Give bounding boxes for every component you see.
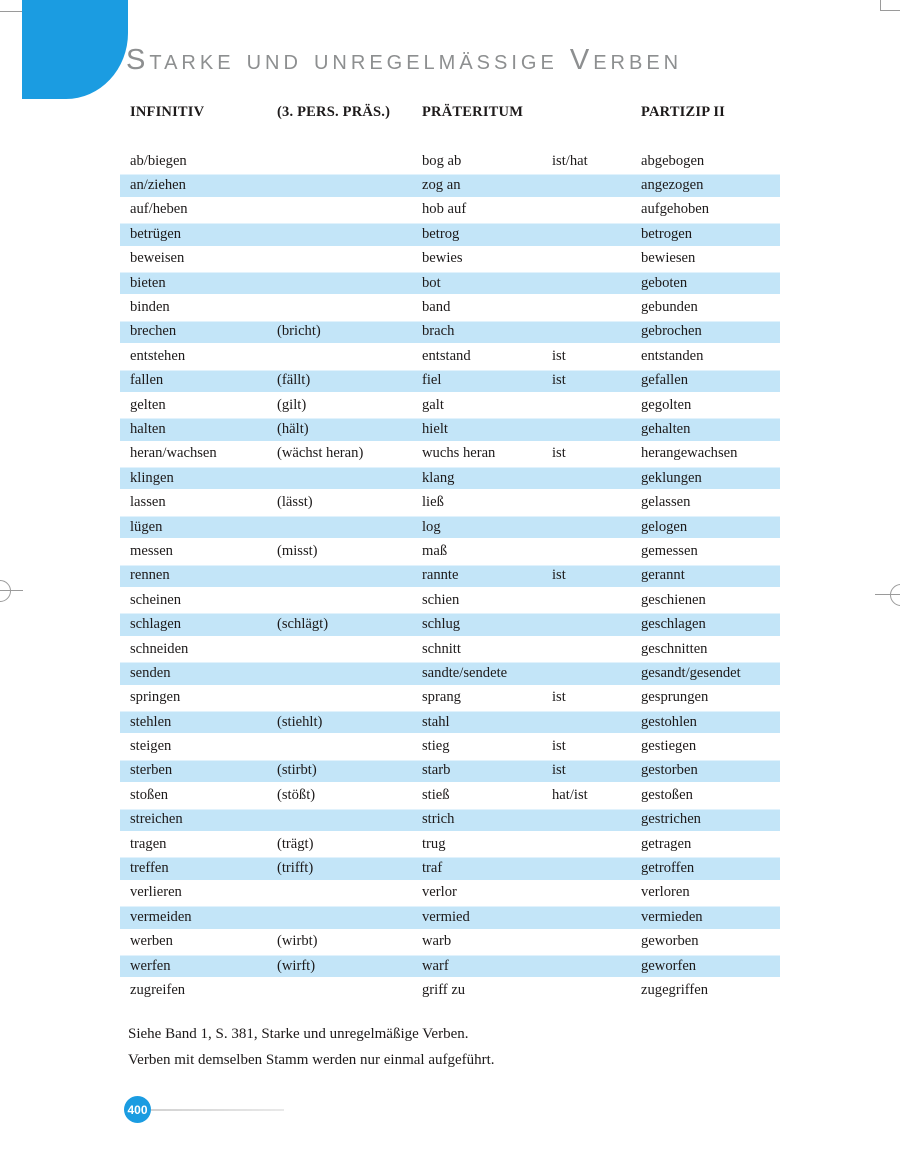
cell-praeteritum: stieß (422, 786, 450, 803)
verb-row (120, 222, 780, 246)
cell-infinitiv: gelten (130, 396, 166, 413)
cell-praeteritum: hob auf (422, 201, 467, 218)
cell-praeteritum: schien (422, 591, 460, 608)
registration-mark-left-line (0, 590, 23, 591)
crop-mark-top-left (0, 11, 22, 12)
verb-row (120, 295, 780, 319)
cell-infinitiv: schlagen (130, 616, 182, 633)
cell-praeteritum: trug (422, 835, 446, 852)
cell-partizip: gesandt/gesendet (641, 664, 741, 681)
cell-partizip: vermieden (641, 908, 703, 925)
cell-praeteritum: band (422, 299, 451, 316)
cell-praeteritum: hielt (422, 420, 448, 437)
verb-row (120, 588, 780, 612)
verb-row (120, 198, 780, 222)
cell-infinitiv: klingen (130, 469, 174, 486)
cell-partizip: gelassen (641, 494, 691, 511)
cell-infinitiv: tragen (130, 835, 167, 852)
cell-infinitiv: bieten (130, 274, 166, 291)
cell-aux: ist (552, 445, 566, 462)
cell-praesens: (bricht) (277, 323, 321, 340)
cell-infinitiv: stoßen (130, 786, 169, 803)
cell-partizip: geschienen (641, 591, 706, 608)
verb-row (120, 271, 780, 295)
cell-infinitiv: scheinen (130, 591, 182, 608)
verb-row (120, 417, 780, 441)
verb-row (120, 686, 780, 710)
verb-row (120, 881, 780, 905)
verb-row (120, 856, 780, 880)
cell-partizip: gehalten (641, 420, 691, 437)
cell-infinitiv: schneiden (130, 640, 189, 657)
cell-infinitiv: an/ziehen (130, 177, 186, 194)
verb-row (120, 710, 780, 734)
cell-praeteritum: schlug (422, 616, 461, 633)
cell-infinitiv: auf/heben (130, 201, 188, 218)
cell-partizip: geklungen (641, 469, 702, 486)
verb-row (120, 808, 780, 832)
cell-praeteritum: strich (422, 811, 455, 828)
cell-praesens: (wirft) (277, 957, 316, 974)
cell-praesens: (stiehlt) (277, 713, 323, 730)
cell-partizip: gelogen (641, 518, 688, 535)
registration-mark-right (890, 584, 900, 606)
page-title: Starke und unregelmässige Verben (126, 44, 683, 76)
verb-row (120, 832, 780, 856)
cell-infinitiv: betrügen (130, 225, 182, 242)
cell-partizip: gesprungen (641, 689, 709, 706)
cell-praesens: (misst) (277, 542, 318, 559)
cell-infinitiv: streichen (130, 811, 183, 828)
cell-praeteritum: klang (422, 469, 455, 486)
cell-infinitiv: senden (130, 664, 171, 681)
cell-aux: ist/hat (552, 152, 588, 169)
cell-partizip: gestiegen (641, 738, 697, 755)
cell-aux: ist (552, 738, 566, 755)
cell-partizip: geworfen (641, 957, 697, 974)
verb-row (120, 173, 780, 197)
cell-infinitiv: werben (130, 933, 173, 950)
cell-praeteritum: bewies (422, 250, 463, 267)
cell-praesens: (trifft) (277, 860, 314, 877)
table-header-row (120, 101, 780, 123)
cell-praeteritum: vermied (422, 908, 470, 925)
cell-infinitiv: stehlen (130, 713, 172, 730)
verb-row (120, 954, 780, 978)
verb-row (120, 978, 780, 1002)
cell-partizip: geschlagen (641, 616, 706, 633)
cell-praeteritum: betrog (422, 225, 460, 242)
cell-aux: ist (552, 689, 566, 706)
verb-row (120, 905, 780, 929)
cell-praesens: (fällt) (277, 372, 311, 389)
cell-praeteritum: verlor (422, 884, 457, 901)
cell-praeteritum: brach (422, 323, 455, 340)
cell-praesens: (stirbt) (277, 762, 317, 779)
cell-partizip: geschnitten (641, 640, 708, 657)
cell-partizip: geworben (641, 933, 699, 950)
header-praeteritum: PRÄTERITUM (422, 103, 524, 120)
cell-infinitiv: halten (130, 420, 166, 437)
cell-infinitiv: springen (130, 689, 181, 706)
cell-partizip: betrogen (641, 225, 693, 242)
cell-infinitiv: treffen (130, 860, 169, 877)
cell-partizip: entstanden (641, 347, 704, 364)
cell-infinitiv: messen (130, 542, 173, 559)
cell-partizip: gebrochen (641, 323, 702, 340)
cell-praeteritum: griff zu (422, 981, 466, 998)
footnote-line: Verben mit demselben Stamm werden nur einmal aufgeführt. (128, 1052, 495, 1068)
cell-praeteritum: wuchs heran (422, 445, 496, 462)
cell-infinitiv: lassen (130, 494, 166, 511)
cell-infinitiv: binden (130, 299, 170, 316)
verb-row (120, 344, 780, 368)
cell-infinitiv: fallen (130, 372, 164, 389)
cell-praesens: (gilt) (277, 396, 307, 413)
cell-partizip: gestrichen (641, 811, 701, 828)
cell-praeteritum: galt (422, 396, 444, 413)
page-number-area (124, 1096, 284, 1123)
cell-praeteritum: starb (422, 762, 451, 779)
verb-row (120, 515, 780, 539)
cell-infinitiv: rennen (130, 567, 170, 584)
cell-partizip: gebunden (641, 299, 698, 316)
cell-partizip: gerannt (641, 567, 685, 584)
verb-row (120, 612, 780, 636)
verb-row (120, 783, 780, 807)
cell-partizip: aufgehoben (641, 201, 710, 218)
cell-praeteritum: traf (422, 860, 443, 877)
cell-praeteritum: stieg (422, 738, 450, 755)
cell-partizip: zugegriffen (641, 981, 708, 998)
verb-row (120, 637, 780, 661)
verb-table (120, 101, 780, 1003)
cell-partizip: herangewachsen (641, 445, 738, 462)
verb-row (120, 442, 780, 466)
registration-mark-right-line (875, 594, 900, 595)
cell-praesens: (wirbt) (277, 933, 318, 950)
cell-praeteritum: stahl (422, 713, 450, 730)
verb-row (120, 490, 780, 514)
cell-praeteritum: warb (422, 933, 452, 950)
cell-praeteritum: bog ab (422, 152, 462, 169)
cell-praeteritum: maß (422, 542, 448, 559)
cell-praesens: (trägt) (277, 835, 314, 852)
cell-partizip: verloren (641, 884, 690, 901)
cell-partizip: gegolten (641, 396, 692, 413)
cell-praeteritum: schnitt (422, 640, 461, 657)
cell-praeteritum: rannte (422, 567, 459, 584)
cell-partizip: gestorben (641, 762, 698, 779)
cell-infinitiv: entstehen (130, 347, 186, 364)
footnotes (128, 1021, 495, 1073)
cell-partizip: gestoßen (641, 786, 693, 803)
cell-praeteritum: fiel (422, 372, 442, 389)
cell-partizip: angezogen (641, 177, 704, 194)
crop-mark-top-right-vertical (880, 0, 881, 10)
cell-partizip: getragen (641, 835, 692, 852)
cell-infinitiv: sterben (130, 762, 173, 779)
cell-praesens: (stößt) (277, 786, 316, 803)
blue-corner-blob (22, 0, 128, 99)
cell-infinitiv: brechen (130, 323, 177, 340)
cell-partizip: gemessen (641, 542, 698, 559)
cell-infinitiv: zugreifen (130, 981, 186, 998)
verb-row (120, 930, 780, 954)
verb-row (120, 466, 780, 490)
verb-table-body (120, 149, 780, 1003)
cell-infinitiv: vermeiden (130, 908, 192, 925)
cell-aux: ist (552, 372, 566, 389)
cell-praesens: (hält) (277, 420, 309, 437)
cell-partizip: getroffen (641, 860, 695, 877)
footnote-line: Siehe Band 1, S. 381, Starke und unregelmäßige Verben. (128, 1026, 469, 1042)
cell-infinitiv: verlieren (130, 884, 182, 901)
verb-row (120, 539, 780, 563)
cell-infinitiv: beweisen (130, 250, 185, 267)
verb-row (120, 149, 780, 173)
cell-partizip: bewiesen (641, 250, 696, 267)
header-praesens: (3. PERS. PRÄS.) (277, 103, 391, 120)
cell-praeteritum: ließ (422, 494, 444, 511)
cell-aux: ist (552, 762, 566, 779)
verb-row (120, 759, 780, 783)
cell-praeteritum: warf (422, 957, 449, 974)
verb-row (120, 393, 780, 417)
cell-praeteritum: log (422, 518, 441, 535)
cell-infinitiv: steigen (130, 738, 172, 755)
page-number-badge: 400 (124, 1096, 151, 1123)
verb-row (120, 661, 780, 685)
cell-partizip: geboten (641, 274, 688, 291)
verb-row (120, 369, 780, 393)
cell-partizip: abgebogen (641, 152, 705, 169)
verb-row (120, 734, 780, 758)
registration-mark-left (0, 580, 11, 602)
cell-praesens: (schlägt) (277, 616, 329, 633)
cell-praeteritum: sprang (422, 689, 461, 706)
header-infinitiv: INFINITIV (130, 103, 205, 120)
cell-praeteritum: bot (422, 274, 441, 291)
verb-row (120, 564, 780, 588)
cell-aux: ist (552, 567, 566, 584)
header-partizip: PARTIZIP II (641, 103, 726, 120)
cell-praeteritum: entstand (422, 347, 471, 364)
cell-infinitiv: werfen (130, 957, 171, 974)
cell-infinitiv: ab/biegen (130, 152, 187, 169)
cell-praesens: (lässt) (277, 494, 313, 511)
cell-praeteritum: sandte/sendete (422, 664, 508, 681)
verb-row (120, 247, 780, 271)
cell-infinitiv: heran/wachsen (130, 445, 217, 462)
page-number-rule (151, 1109, 284, 1111)
cell-aux: hat/ist (552, 786, 588, 803)
cell-partizip: gestohlen (641, 713, 697, 730)
cell-praesens: (wächst heran) (277, 445, 364, 462)
crop-mark-top-right (880, 10, 900, 11)
cell-praeteritum: zog an (422, 177, 461, 194)
verb-row (120, 320, 780, 344)
cell-aux: ist (552, 347, 566, 364)
cell-partizip: gefallen (641, 372, 688, 389)
cell-infinitiv: lügen (130, 518, 163, 535)
